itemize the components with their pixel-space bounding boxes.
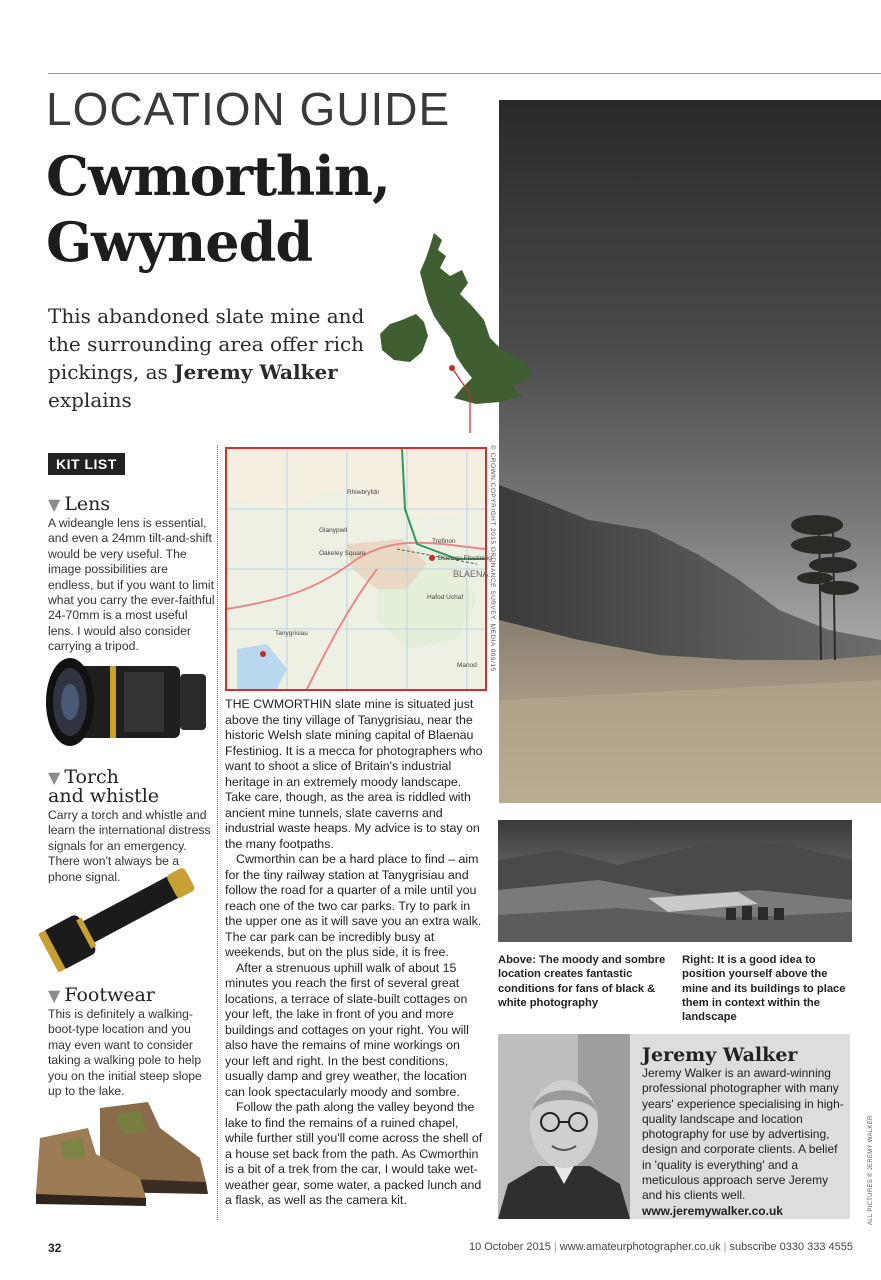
article-body: [225, 697, 483, 1209]
body-paragraph: THE CWMORTHIN slate mine is situated just above the tiny village of Tanygrisiau, near the historic Welsh slate mining capital of Blaenau Ffestiniog. It is a mecca for photographers who want to shoot a slice of Britain's industrial heritage in an extremely moody landscape. Take care, though, as the area is riddled with ancient mine tunnels, slate caverns and industrial waste heaps. My advice is to stay on the many footpaths.: [225, 697, 483, 851]
kit-item-heading: ▼ Lens: [48, 493, 111, 515]
author-name: Jeremy Walker: [642, 1044, 798, 1066]
uk-locator-map: [372, 228, 562, 438]
hero-landscape-photo: [499, 100, 881, 803]
standfirst: [48, 302, 368, 414]
torch-image: [38, 852, 214, 972]
route-map: [225, 447, 492, 691]
map-label: Trefinon: [432, 538, 456, 545]
section-label: LOCATION GUIDE: [46, 83, 451, 135]
kit-item-lens: [48, 495, 216, 655]
map-label: Rhiwbryfdir: [347, 489, 380, 496]
map-label: Glanypwll: [319, 527, 348, 534]
triangle-down-icon: ▼: [48, 768, 61, 787]
page-footer: [469, 1241, 853, 1253]
mine-buildings-photo: [498, 820, 852, 942]
kit-item-heading: ▼ Footwear: [48, 984, 155, 1006]
kit-list-badge: KIT LIST: [48, 453, 125, 475]
map-label: Hafod Uchaf: [427, 594, 464, 601]
triangle-down-icon: ▼: [48, 986, 61, 1005]
map-label: Oakeley Square: [319, 550, 366, 557]
body-paragraph: Cwmorthin can be a hard place to find – aim for the tiny railway station at Tanygrisiau and follow the road for a quarter of a mile until you reach one of the two car parks. Try to park in the upper one as it will save you an extra walk. The car park can be incredibly busy at weekends, but on the plus side, it is free.: [225, 852, 482, 959]
page-number: 32: [48, 1241, 62, 1255]
lens-image: [40, 654, 210, 750]
standfirst-suffix: explains: [48, 388, 132, 412]
body-paragraph: After a strenuous uphill walk of about 15 minutes you reach the first of several great locations, a terrace of slate-built cottages on your left, the lake in front of you and more buildings and cottages on your right. You will also have the remains of mine workings on your left and right. In the best conditions, usually damp and grey weather, the location can look spectacularly moody and sombre.: [225, 960, 469, 1099]
footer-separator: |: [723, 1241, 727, 1253]
kit-item-text: A wideangle lens is essential, and even a 24mm tilt-and-shift would be very useful. The image possibilities are endless, but if you want to limit what you carry the ever-faithful 24-70mm is a most useful lens. I would also consider carrying a tripod.: [48, 516, 215, 654]
standfirst-author: Jeremy Walker: [174, 360, 338, 384]
author-bio-text: Jeremy Walker is an award-winning professional photographer with many years' experience specialising in high-quality landscape and location photography for use by advertising, design and corporate clients. A belief in 'quality is everything' and a meticulous approach serve Jeremy and his clients well.: [642, 1066, 844, 1203]
column-divider: [217, 445, 218, 1220]
footer-separator: |: [553, 1241, 557, 1253]
caption-above: Above: The moody and sombre location creates fantastic conditions for fans of black & white photography: [498, 954, 666, 1009]
author-website-link[interactable]: www.jeremywalker.co.uk: [642, 1203, 783, 1218]
triangle-down-icon: ▼: [48, 495, 61, 514]
kit-item-text: Carry a torch and whistle and learn the international distress signals for an emergency. There won't always be a phone signal.: [48, 808, 211, 884]
footer-date: 10 October 2015: [468, 1241, 551, 1253]
map-label: Tanygrisiau: [275, 630, 308, 637]
author-portrait: [498, 1034, 630, 1219]
map-label: Manod: [457, 662, 477, 669]
footer-subscribe: subscribe 0330 333 4555: [729, 1241, 853, 1253]
top-rule: [48, 73, 881, 74]
title-line-2: Gwynedd: [46, 210, 313, 274]
author-bio: [642, 1066, 846, 1219]
map-label: BLAENA: [453, 569, 489, 579]
footer-website-link[interactable]: www.amateurphotographer.co.uk: [559, 1241, 721, 1253]
caption-right: Right: It is a good idea to position yourself above the mine and its buildings to place them in context within the landscape: [682, 954, 846, 1024]
walking-boots-image: [30, 1098, 210, 1208]
kit-item-heading: ▼ Torch and whistle: [48, 766, 160, 807]
kit-item-text: This is definitely a walking-boot-type location and you may even want to consider taking a walking pole to help you on the initial steep slope up to the lake.: [48, 1007, 202, 1099]
map-copyright: © CROWN COPYRIGHT 2015 ORDNANCE SURVEY. MEDIA 009/15: [489, 445, 496, 672]
map-label: Blaenau Ffestiniog: [438, 555, 492, 562]
kit-item-footwear: [48, 986, 216, 1099]
title-line-1: Cwmorthin,: [46, 144, 390, 208]
standfirst-text: This abandoned slate mine and the surrounding area offer rich pickings, as: [48, 304, 365, 384]
body-paragraph: Follow the path along the valley beyond the lake to find the remains of a ruined chapel, while further still you'll come across the shell of a house set back from the path. As Cwmorthin is a bit of a trek from the car, I would take wet-weather gear, some water, a packed lunch and a flask, as well as the camera kit.: [225, 1100, 483, 1207]
photo-credit: ALL PICTURES © JEREMY WALKER: [868, 1115, 874, 1225]
